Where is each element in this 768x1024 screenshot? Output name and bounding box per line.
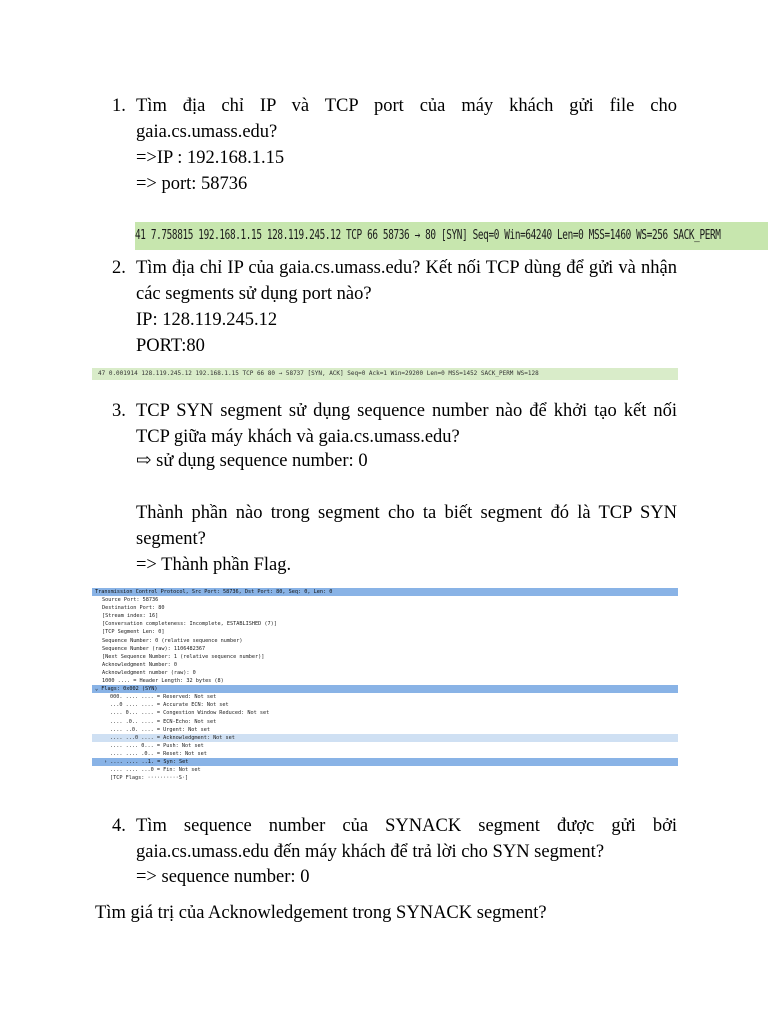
q1-number: 1. bbox=[112, 96, 126, 116]
q4-number: 4. bbox=[112, 816, 126, 836]
detail-row: Acknowledgment Number: 0 bbox=[102, 661, 177, 668]
q1-answer-ip: =>IP : 192.168.1.15 bbox=[136, 148, 285, 168]
q3-answer2: => Thành phần Flag. bbox=[136, 555, 292, 575]
arrow-icon: ⇨ bbox=[136, 451, 152, 471]
detail-row: [Next Sequence Number: 1 (relative sequence number)] bbox=[102, 653, 265, 660]
chevron-right-icon: › bbox=[104, 758, 111, 765]
flag-row: .... .... .0.. = Reset: Not set bbox=[110, 750, 207, 757]
q4-question: Tìm sequence number của SYNACK segment được gửi bởi gaia.cs.umass.edu đến máy khách để trả lời cho SYN segment? bbox=[136, 816, 677, 862]
detail-row: Acknowledgment number (raw): 0 bbox=[102, 669, 196, 676]
q3-question2: Thành phần nào trong segment cho ta biết segment đó là TCP SYN segment? bbox=[136, 503, 677, 549]
q1-question: Tìm địa chỉ IP và TCP port của máy khách gửi file cho gaia.cs.umass.edu? bbox=[136, 96, 677, 142]
tcp-detail-header: Transmission Control Protocol, Src Port: 58736, Dst Port: 80, Seq: 0, Len: 0 bbox=[92, 588, 678, 596]
q3-answer bbox=[136, 448, 368, 474]
q2-number: 2. bbox=[112, 258, 126, 278]
flag-row: .... .0.. .... = ECN-Echo: Not set bbox=[110, 718, 217, 725]
q2-answer-ip: IP: 128.119.245.12 bbox=[136, 310, 278, 330]
flag-row: ...0 .... .... = Accurate ECN: Not set bbox=[110, 702, 229, 709]
q3-question: TCP SYN segment sử dụng sequence number nào để khởi tạo kết nối TCP giữa máy khách và gaia.cs.umass.edu? bbox=[136, 401, 677, 447]
chevron-down-icon: ⌄ bbox=[95, 686, 102, 693]
q2-answer-port: PORT:80 bbox=[136, 336, 205, 356]
q1-answer-port: => port: 58736 bbox=[136, 174, 248, 194]
flag-row: .... .... 0... = Push: Not set bbox=[110, 742, 204, 749]
detail-row: [TCP Segment Len: 0] bbox=[102, 629, 165, 636]
capture-synack-packet: 47 0.001914 128.119.245.12 192.168.1.15 TCP 66 80 → 58737 [SYN, ACK] Seq=0 Ack=1 Win=29200 Len=0 MSS=1452 SACK_PERM WS=128 bbox=[92, 368, 678, 380]
detail-row: Source Port: 58736 bbox=[102, 597, 159, 604]
detail-row: Sequence Number (raw): 1106482367 bbox=[102, 645, 206, 652]
final-question: Tìm giá trị của Acknowledgement trong SYNACK segment? bbox=[95, 903, 547, 923]
flag-row: .... ..0. .... = Urgent: Not set bbox=[110, 726, 210, 733]
q4-answer: => sequence number: 0 bbox=[136, 867, 310, 887]
q3-number: 3. bbox=[112, 401, 126, 421]
detail-row: Destination Port: 80 bbox=[102, 605, 165, 612]
flags-header: ⌄ Flags: 0x002 (SYN) bbox=[92, 685, 678, 693]
detail-row: Sequence Number: 0 (relative sequence number) bbox=[102, 637, 243, 644]
flag-row: .... ...0 .... = Acknowledgment: Not set bbox=[92, 734, 678, 742]
flag-row: .... 0... .... = Congestion Window Reduced: Not set bbox=[110, 710, 270, 717]
flag-row: .... .... ...0 = Fin: Not set bbox=[110, 767, 201, 774]
detail-row: [Stream index: 16] bbox=[102, 613, 159, 620]
flag-row: 000. .... .... = Reserved: Not set bbox=[110, 694, 217, 701]
detail-row: [Conversation completeness: Incomplete, ESTABLISHED (7)] bbox=[102, 621, 277, 628]
capture-syn-packet: 41 7.758815 192.168.1.15 128.119.245.12 TCP 66 58736 → 80 [SYN] Seq=0 Win=64240 Len=0 MSS=1460 WS=256 SACK_PERM bbox=[135, 222, 768, 250]
detail-row: 1000 .... = Header Length: 32 bytes (8) bbox=[102, 678, 224, 685]
flag-row-syn: › .... .... ..1. = Syn: Set bbox=[92, 758, 678, 766]
q3-answer-text: sử dụng sequence number: 0 bbox=[156, 451, 368, 471]
q2-question: Tìm địa chỉ IP của gaia.cs.umass.edu? Kết nối TCP dùng để gửi và nhận các segments sử dụng port nào? bbox=[136, 258, 677, 304]
tcp-detail-panel bbox=[92, 588, 678, 784]
flag-row: [TCP Flags: ··········S·] bbox=[110, 775, 189, 782]
